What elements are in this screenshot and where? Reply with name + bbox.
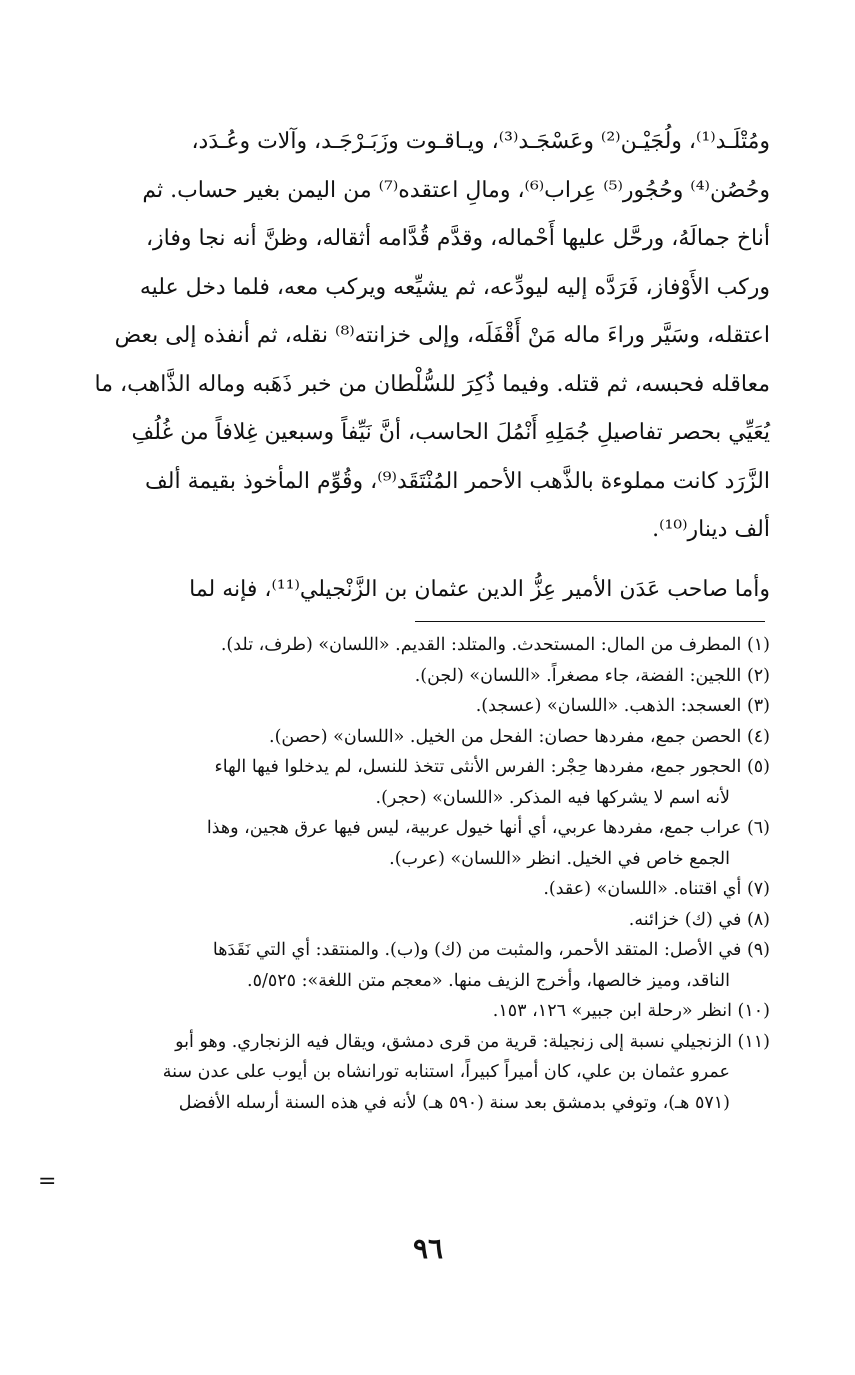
footnote-text: الحصن جمع، مفردها حصان: الفحل من الخيل. «اللسان» (حصن). xyxy=(269,726,742,747)
footnote-text: اللجين: الفضة، جاء مصغراً. «اللسان» (لجن). xyxy=(414,665,742,686)
footnote-number: (١١) xyxy=(737,1031,770,1052)
footnote-6 xyxy=(40,813,770,874)
main-line: يُعَيِّي بحصر تفاصيلِ جُمَلِهِ أَنْمُلَ الحاسب، أنَّ نَيِّفاً وسبعين غِلافاً من غُلُفِ xyxy=(131,420,770,445)
footnote-text: في الأصل: المتقد الأحمر، والمثبت من (ك) و(ب). والمنتقد: أي التي نَقَدَها xyxy=(212,940,742,960)
footnote-text: أي اقتناه. «اللسان» (عقد). xyxy=(543,879,742,899)
footnote-text-continued: لأنه اسم لا يشركها فيه المذكر. «اللسان» (حجر). xyxy=(375,787,730,808)
page-number: ٩٦ xyxy=(412,1232,444,1265)
footnote-number: (١٠) xyxy=(737,1001,770,1021)
footnote-number: (٢) xyxy=(746,665,770,686)
main-line: أناخ جمالَهُ، ورحَّل عليها أَحْماله، وقدَّم قُدَّامه أثقاله، وظنَّ أنه نجا وفاز، xyxy=(145,226,770,251)
footnotes xyxy=(40,630,770,1118)
footnote-4 xyxy=(40,722,770,753)
footnote-number: (٣) xyxy=(746,696,770,716)
main-line: وحُصُن⁽⁴⁾ وحُجُور⁽⁵⁾ عِراب⁽⁶⁾، ومالِ اعتقده⁽⁷⁾ من اليمن بغير حساب. ثم xyxy=(142,177,770,203)
footnote-9 xyxy=(40,935,770,996)
footnote-number: (٧) xyxy=(746,879,770,899)
footnote-number: (٥) xyxy=(746,757,770,777)
footnote-number: (٦) xyxy=(746,818,770,838)
footnote-number: (٤) xyxy=(746,726,770,747)
footnote-number: (١) xyxy=(746,635,770,655)
continuation-mark: = xyxy=(38,1169,57,1194)
footnote-text-continued: (٥٧١ هـ)، وتوفي بدمشق بعد سنة (٥٩٠ هـ) لأنه في هذه السنة أرسله الأفضل xyxy=(178,1092,730,1113)
footnote-text: الحجور جمع، مفردها حِجْر: الفرس الأنثى تتخذ للنسل، لم يدخلوا فيها الهاء xyxy=(214,757,742,777)
footnote-text-continued: عمرو عثمان بن علي، كان أميراً كبيراً، استنابه تورانشاه بن أيوب على عدن سنة xyxy=(162,1062,730,1082)
next-paragraph: وأما صاحب عَدَن الأمير عِزُّ الدين عثمان بن الزَّنْجيلي⁽¹¹⁾، فإنه لما xyxy=(189,577,770,602)
main-line: معاقله فحبسه، ثم قتله. وفيما ذُكِرَ للسُّلْطان من خبر ذَهَبه وماله الذَّاهب، ما xyxy=(94,371,770,397)
footnote-8 xyxy=(40,905,770,936)
main-line: الزَّرَد كانت مملوءة بالذَّهب الأحمر المُنْتَقَد⁽⁹⁾، وقُوِّم المأخوذ بقيمة ألف xyxy=(145,468,770,494)
footnote-10 xyxy=(40,996,770,1027)
footnote-number: (٩) xyxy=(746,940,770,960)
footnote-text-continued: الجمع خاص في الخيل. انظر «اللسان» (عرب). xyxy=(389,848,730,869)
footnote-11 xyxy=(40,1027,770,1119)
footnote-5 xyxy=(40,752,770,813)
footnote-separator xyxy=(415,621,765,622)
main-line: اعتقله، وسَيَّر وراءَ ماله مَنْ أَقْفَلَه، وإلى خزانته⁽⁸⁾ نقله، ثم أنفذه إلى بعض xyxy=(114,323,770,348)
footnote-text: في (ك) خزائنه. xyxy=(628,909,742,930)
main-line: ومُتْلَـد⁽¹⁾، ولُجَيْـن⁽²⁾ وعَسْجَـد⁽³⁾، ويـاقـوت وزَبَـرْجَـد، وآلات وعُـدَد، xyxy=(191,129,770,154)
footnote-text: الزنجيلي نسبة إلى زنجيلة: قرية من قرى دمشق، ويقال فيه الزنجاري. وهو أبو xyxy=(175,1031,732,1052)
footnote-number: (٨) xyxy=(746,909,770,930)
footnote-text-continued: الناقد، وميز خالصها، وأخرج الزيف منها. «معجم متن اللغة»: ٥/٥٢٥. xyxy=(246,970,730,991)
footnote-text: عراب جمع، مفردها عربي، أي أنها خيول عربية، ليس فيها عرق هجين، وهذا xyxy=(206,818,742,838)
main-line: وركب الأَوْفاز، فَرَدَّه إليه ليودِّعه، ثم يشيِّعه ويركب معه، فلما دخل عليه xyxy=(139,274,770,300)
footnote-text: العسجد: الذهب. «اللسان» (عسجد). xyxy=(475,696,742,716)
footnote-3 xyxy=(40,691,770,722)
main-line: ألف دينار⁽¹⁰⁾. xyxy=(652,517,770,542)
footnote-text: انظر «رحلة ابن جبير» ١٢٦، ١٥٣. xyxy=(492,1001,732,1021)
footnote-7 xyxy=(40,874,770,905)
footnote-1 xyxy=(40,630,770,661)
footnote-text: المطرف من المال: المستحدث. والمتلد: القديم. «اللسان» (طرف، تلد). xyxy=(220,635,742,655)
main-text-block xyxy=(60,118,770,555)
footnote-2 xyxy=(40,661,770,692)
